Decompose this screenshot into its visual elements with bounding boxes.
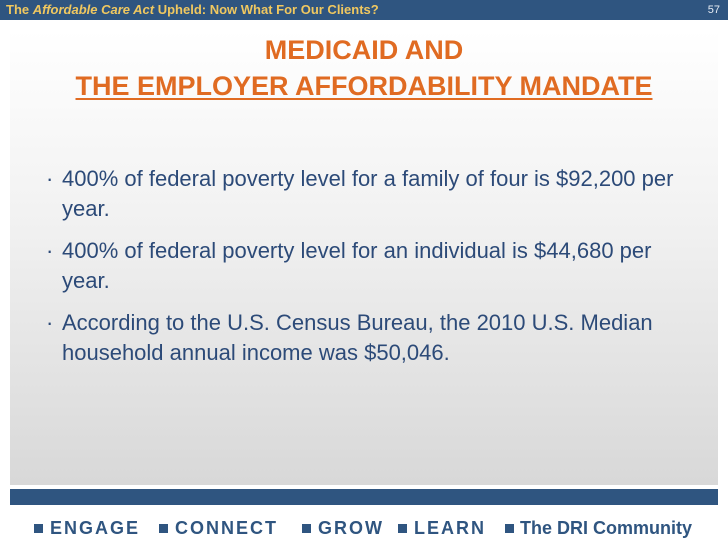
bullet-marker: · (46, 166, 54, 191)
heading-line-1: MEDICAID AND (264, 35, 464, 65)
footer-item-connect: CONNECT (175, 518, 278, 538)
bullet-text: 400% of federal poverty level for an individual is $44,680 per year. (62, 238, 652, 293)
square-bullet-icon (505, 524, 514, 533)
bullet-marker: · (46, 238, 54, 263)
square-bullet-icon (398, 524, 407, 533)
footer-item-grow: GROW (318, 518, 384, 538)
title-prefix: The (6, 2, 33, 17)
title-italic: Affordable Care Act (32, 2, 155, 17)
slide-heading (0, 32, 728, 104)
bullet-item (44, 308, 684, 368)
bullet-text: 400% of federal poverty level for a family of four is $92,200 per year. (62, 166, 674, 221)
footer-item-engage: ENGAGE (50, 518, 141, 538)
bullet-list (44, 164, 684, 380)
square-bullet-icon (34, 524, 43, 533)
heading-line-2: THE EMPLOYER AFFORDABILITY MANDATE (75, 71, 653, 101)
footer-item-dri-community: The DRI Community (520, 518, 693, 538)
bullet-text: According to the U.S. Census Bureau, the 2010 U.S. Median household annual income was $50,046. (62, 310, 653, 365)
square-bullet-icon (159, 524, 168, 533)
square-bullet-icon (302, 524, 311, 533)
presentation-title (6, 0, 379, 20)
header-bar (0, 0, 728, 20)
bullet-item (44, 164, 684, 224)
page-number: 57 (707, 4, 720, 16)
bullet-marker: · (46, 310, 54, 335)
footer-item-learn: LEARN (414, 518, 486, 538)
title-suffix: Upheld: Now What For Our Clients? (154, 2, 379, 17)
bullet-item (44, 236, 684, 296)
footer-stripe (10, 489, 718, 505)
footer-tagline (0, 514, 728, 542)
